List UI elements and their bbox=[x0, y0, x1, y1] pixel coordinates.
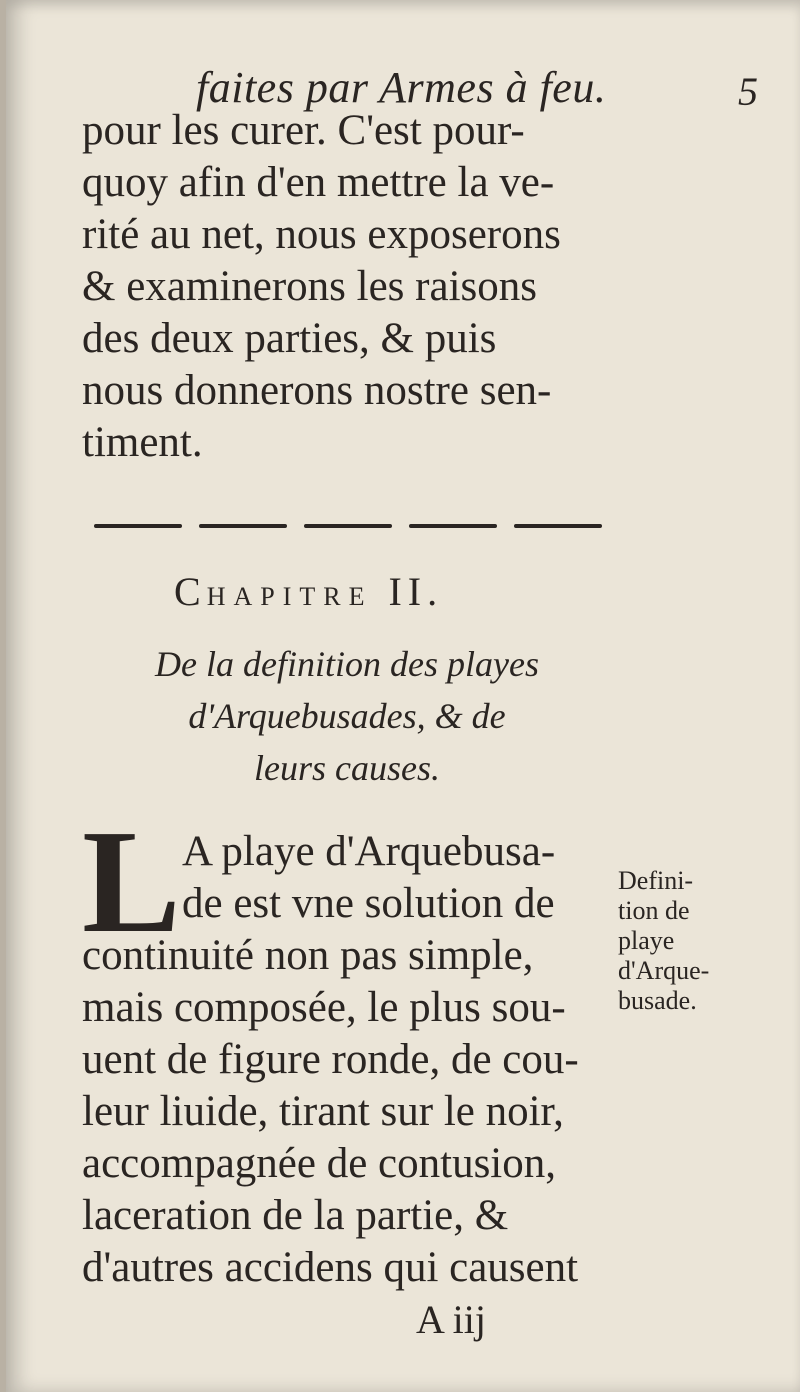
top-paragraph bbox=[82, 105, 612, 469]
text-line: pour les curer. C'est pour- bbox=[82, 107, 525, 154]
chapter-title-small: HAPITRE bbox=[206, 582, 373, 611]
main-paragraph bbox=[82, 930, 612, 1294]
subtitle-line: De la definition des playes bbox=[155, 644, 539, 684]
page-number: 5 bbox=[738, 69, 758, 114]
text-line: nous donnerons nostre sen- bbox=[82, 367, 552, 414]
running-title: faites par Armes à feu. bbox=[196, 63, 607, 112]
drop-cap-lines bbox=[182, 826, 612, 930]
subtitle-line: d'Arquebusades, & de bbox=[188, 696, 506, 736]
text-line: de est vne solution de bbox=[182, 880, 555, 927]
text-line: uent de figure ronde, de cou- bbox=[82, 1036, 579, 1083]
text-line: & examinerons les raisons bbox=[82, 263, 537, 310]
text-line: des deux parties, & puis bbox=[82, 315, 497, 362]
chapter-title-cap: C bbox=[174, 569, 207, 614]
margin-note-line: tion de bbox=[618, 896, 690, 925]
text-line: laceration de la partie, & bbox=[82, 1192, 509, 1239]
margin-note-line: d'Arque- bbox=[618, 956, 710, 985]
text-line: accompagnée de contusion, bbox=[82, 1140, 557, 1187]
margin-note-line: playe bbox=[618, 926, 675, 955]
signature-mark: A iij bbox=[416, 1297, 487, 1342]
text-line: d'autres accidens qui causent bbox=[82, 1244, 579, 1291]
margin-note-line: Defini- bbox=[618, 866, 694, 895]
section-divider bbox=[94, 524, 602, 530]
chapter-subtitle bbox=[82, 638, 612, 794]
text-line: quoy afin d'en mettre la ve- bbox=[82, 159, 555, 206]
margin-note-line: busade. bbox=[618, 986, 697, 1015]
chapter-numeral: II. bbox=[388, 569, 444, 614]
text-line: timent. bbox=[82, 419, 203, 466]
subtitle-line: leurs causes. bbox=[254, 748, 440, 788]
book-page bbox=[6, 0, 800, 1392]
margin-note bbox=[618, 866, 768, 1016]
drop-cap: L bbox=[82, 800, 181, 964]
text-line: continuité non pas simple, bbox=[82, 932, 534, 979]
text-line: mais composée, le plus sou- bbox=[82, 984, 566, 1031]
text-line: A playe d'Arquebusa- bbox=[182, 828, 556, 875]
chapter-title bbox=[174, 568, 443, 615]
text-line: rité au net, nous exposerons bbox=[82, 211, 561, 258]
text-line: leur liuide, tirant sur le noir, bbox=[82, 1088, 564, 1135]
